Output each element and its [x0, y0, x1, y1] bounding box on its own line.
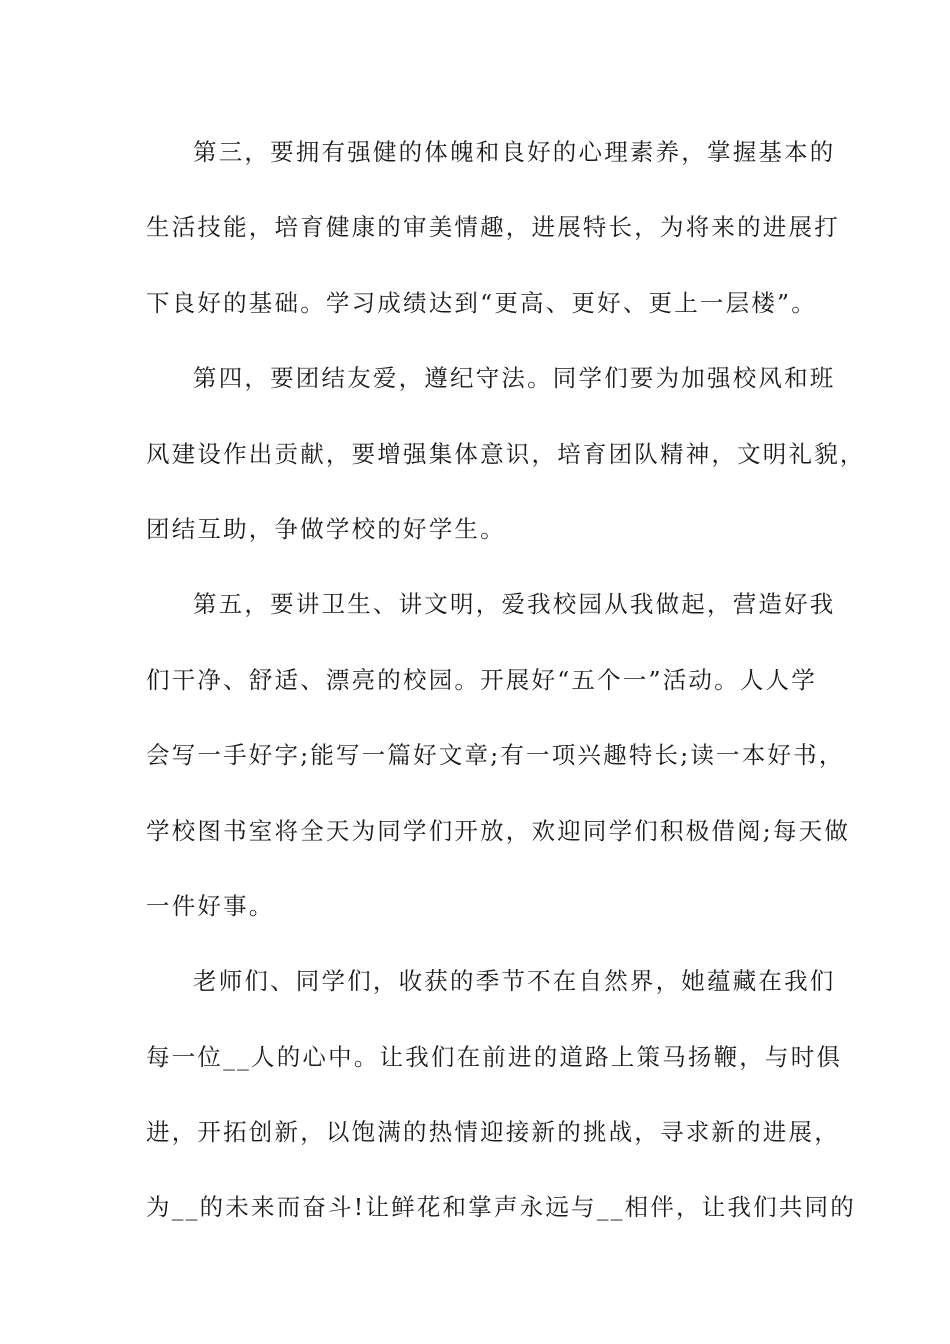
text-line-11: 一件好事。: [146, 891, 275, 920]
text-line-3: 下良好的基础。学习成绩达到“更高、更好、更上一层楼”。: [146, 288, 817, 317]
text-line-13: 每一位__人的心中。让我们在前进的道路上策马扬鞭，与时俱: [146, 1042, 843, 1071]
text-line-8: 们干净、舒适、漂亮的校园。开展好“五个一”活动。人人学: [146, 665, 817, 694]
text-line-14: 进，开拓创新，以饱满的热情迎接新的挑战，寻求新的进展，: [146, 1118, 840, 1147]
text-line-9: 会写一手好字;能写一篇好文章;有一项兴趣特长;读一本好书，: [146, 741, 845, 770]
text-line-12: 老师们、同学们，收获的季节不在自然界，她蕴藏在我们: [193, 967, 836, 996]
text-line-10: 学校图书室将全天为同学们开放，欢迎同学们积极借阅;每天做: [146, 816, 851, 845]
text-line-15: 为__的未来而奋斗!让鲜花和掌声永远与__相伴，让我们共同的: [146, 1193, 856, 1222]
text-line-4: 第四，要团结友爱，遵纪守法。同学们要为加强校风和班: [193, 364, 836, 393]
text-line-6: 团结互助，争做学校的好学生。: [146, 514, 506, 543]
text-line-5: 风建设作出贡献，要增强集体意识，培育团队精神，文明礼貌，: [146, 439, 866, 468]
document-body: [146, 128, 866, 1259]
text-line-1: 第三，要拥有强健的体魄和良好的心理素养，掌握基本的: [193, 138, 836, 166]
text-line-7: 第五，要讲卫生、讲文明，爱我校园从我做起，营造好我: [193, 590, 836, 619]
text-line-2: 生活技能，培育健康的审美情趣，进展特长，为将来的进展打: [146, 213, 840, 242]
